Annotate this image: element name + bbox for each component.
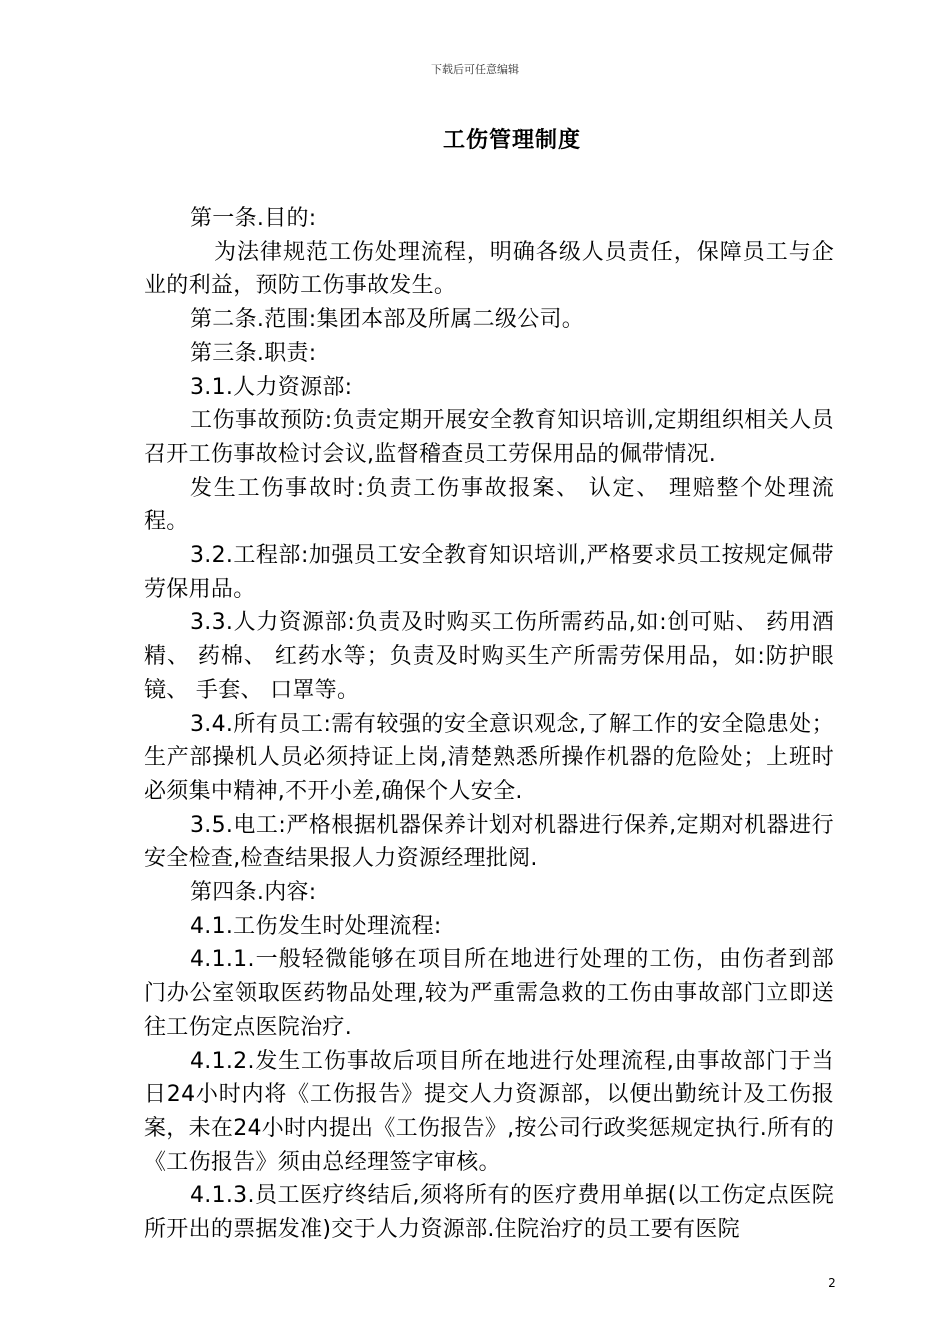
paragraph: 4.1.工伤发生时处理流程: bbox=[190, 913, 442, 939]
page-header: 下载后可任意编辑 bbox=[431, 63, 519, 76]
document-body bbox=[144, 202, 834, 1247]
paragraph: 4.1.3.员工医疗终结后,须将所有的医疗费用单据(以工伤定点医院所开出的票据发准)交于人力资源部.住院治疗的员工要有医院 bbox=[144, 1183, 834, 1243]
paragraph: 3.4.所有员工:需有较强的安全意识观念,了解工作的安全隐患处；生产部操机人员必须持证上岗,清楚熟悉所操作机器的危险处；上班时必须集中精神,不开小差,确保个人安全. bbox=[144, 711, 834, 804]
paragraph: 工伤事故预防:负责定期开展安全教育知识培训,定期组织相关人员召开工伤事故检讨会议,监督稽查员工劳保用品的佩带情况. bbox=[144, 408, 834, 467]
paragraph: 第二条.范围:集团本部及所属二级公司。 bbox=[190, 307, 585, 333]
document-title: 工伤管理制度 bbox=[442, 128, 581, 153]
paragraph: 第四条.内容: bbox=[190, 880, 317, 906]
paragraph: 为法律规范工伤处理流程，明确各级人员责任，保障员工与企业的利益，预防工伤事故发生。 bbox=[144, 239, 834, 299]
paragraph: 第一条.目的: bbox=[190, 206, 317, 231]
paragraph: 4.1.2.发生工伤事故后项目所在地进行处理流程,由事故部门于当日24小时内将《工伤报告》提交人力资源部，以便出勤统计及工伤报案，未在24小时内提出《工伤报告》,按公司行政奖惩规定执行.所有的《工伤报告》须由总经理签字审核。 bbox=[144, 1048, 834, 1175]
paragraph: 3.5.电工:严格根据机器保养计划对机器进行保养,定期对机器进行安全检查,检查结果报人力资源经理批阅. bbox=[144, 812, 834, 872]
paragraph: 第三条.职责: bbox=[190, 340, 317, 366]
paragraph: 4.1.1.一般轻微能够在项目所在地进行处理的工伤，由伤者到部门办公室领取医药物品处理,较为严重需急救的工伤由事故部门立即送往工伤定点医院治疗. bbox=[144, 947, 834, 1040]
paragraph: 3.1.人力资源部: bbox=[190, 374, 353, 400]
page-number: 2 bbox=[828, 1276, 836, 1290]
paragraph: 3.2.工程部:加强员工安全教育知识培训,严格要求员工按规定佩带劳保用品。 bbox=[144, 543, 834, 602]
paragraph: 3.3.人力资源部:负责及时购买工伤所需药品,如:创可贴、 药用酒精、 药棉、 红药水等；负责及时购买生产所需劳保用品，如:防护眼镜、 手套、 口罩等。 bbox=[144, 610, 834, 703]
paragraph: 发生工伤事故时:负责工伤事故报案、 认定、 理赔整个处理流程。 bbox=[144, 475, 834, 535]
